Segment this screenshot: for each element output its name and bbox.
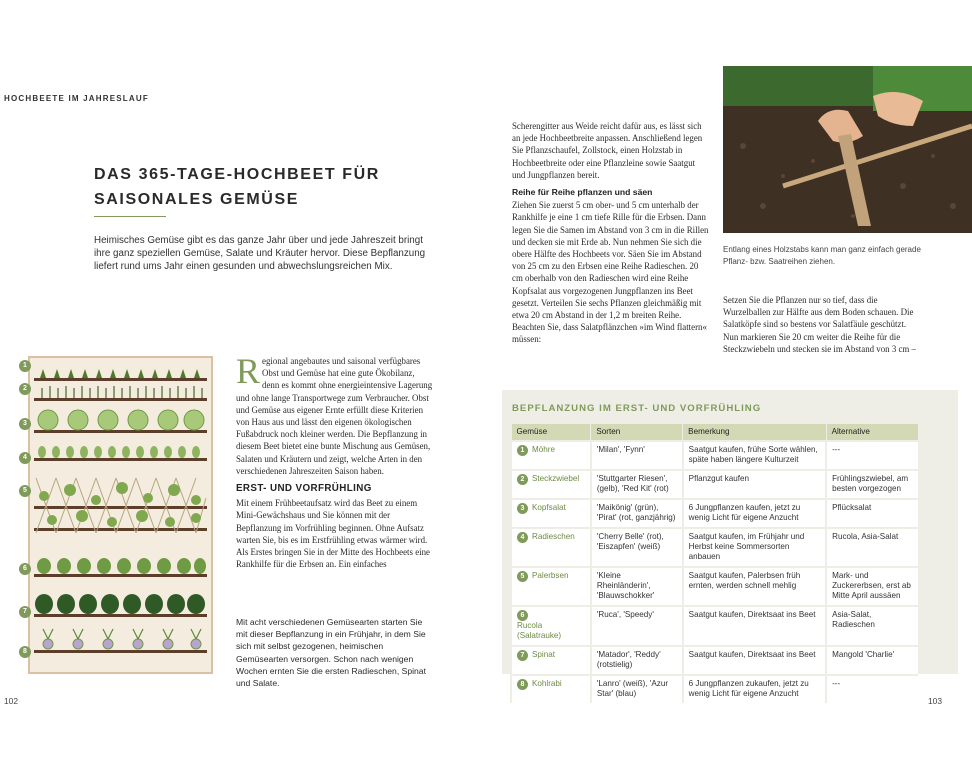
body-column-1-summary: Mit acht verschiedenen Gemüsearten starten Sie mit dieser Bepflanzung in ein Frühjahr, in dem Sie sich mit selbst gezogenen, heimischen Gemüsearten versorgen. Schon nach wenigen Wochen ernten Sie die ersten Radieschen, Spinat und Salate. bbox=[236, 617, 426, 689]
remark-cell: Saatgut kaufen, Direktsaat ins Beet bbox=[683, 606, 826, 646]
body-paragraph: Ziehen Sie zuerst 5 cm ober- und 5 cm unterhalb der Rankhilfe je eine 1 cm tiefe Rille für die Erbsen. Dann legen Sie die Samen im Abstand von 3 cm in die Rillen und decken sie mit Erde ab. Nun nehmen Sie sich die obere Hälfte des Hochbeets vor. Säen Sie im Abstand von 25 cm zu den Erbsen eine Reihe Radieschen. 20 cm oberhalb von den Radieschen wird eine Reihe Kopfsalat aus vorgezogenen Jungpflanzen ins Beet gesetzt. Verteilen Sie sechs Pflanzen gleichmäßig mit etwa 20 cm Abstand in der 1,2 m breiten Reihe. Beachten Sie, dass Salatpflänzchen »im Wind flattern« müssen: bbox=[512, 200, 709, 345]
remark-cell: Saatgut kaufen, Palerbsen früh ernten, werden schnell mehlig bbox=[683, 567, 826, 606]
running-head: HOCHBEETE IM JAHRESLAUF bbox=[4, 94, 149, 103]
bed-drawing bbox=[30, 358, 211, 672]
title-line-2: SAISONALES GEMÜSE bbox=[94, 191, 300, 208]
body-column-2 bbox=[512, 120, 710, 346]
vegetable-name: Möhre bbox=[532, 445, 555, 454]
vegetable-name: Spinat bbox=[532, 650, 555, 659]
remark-cell: Pflanzgut kaufen bbox=[683, 470, 826, 499]
bed-row-badge: 2 bbox=[19, 383, 31, 395]
raised-bed-illustration bbox=[28, 356, 213, 674]
page-number-right: 103 bbox=[928, 696, 942, 706]
vegetable-name: Radieschen bbox=[532, 532, 575, 541]
section-heading: ERST- UND VORFRÜHLING bbox=[236, 483, 372, 495]
table-header-row bbox=[511, 424, 918, 441]
row-number: 1 bbox=[517, 445, 528, 456]
photo-caption: Entlang eines Holzstabs kann man ganz einfach gerade Pflanz- bzw. Saatreihen ziehen. bbox=[723, 245, 921, 266]
column-header: Sorten bbox=[591, 424, 683, 441]
alternative-cell: Mark- und Zuckererbsen, erst ab Mitte April aussäen bbox=[826, 567, 918, 606]
table-row bbox=[511, 567, 918, 606]
bed-row-badge: 5 bbox=[19, 485, 31, 497]
row-7-spinach bbox=[34, 594, 207, 617]
alternative-cell: Mangold 'Charlie' bbox=[826, 646, 918, 675]
row-number: 6 bbox=[517, 610, 528, 621]
table-row bbox=[511, 646, 918, 675]
alternative-cell: --- bbox=[826, 675, 918, 703]
row-2-onions bbox=[34, 386, 207, 401]
body-paragraph: Scherengitter aus Weide reicht dafür aus, es lässt sich an jede Hochbeetbreite anpassen. Anschließend legen Sie Pflanzschaufel, Zollstock, einen Holzstab in Hochbeetbreite oder eine Pflanzleine sowie Saatgut und Jungpflanzen bereit. bbox=[512, 121, 703, 180]
bed-row-badge: 3 bbox=[19, 418, 31, 430]
row-number: 2 bbox=[517, 474, 528, 485]
row-4-radishes bbox=[34, 446, 207, 461]
section-subheading: Reihe für Reihe pflanzen und säen bbox=[512, 187, 653, 198]
bed-row-badge: 6 bbox=[19, 563, 31, 575]
row-number: 4 bbox=[517, 532, 528, 543]
title-line-1: DAS 365-TAGE-HOCHBEET FÜR bbox=[94, 166, 380, 183]
alternative-cell: Pflücksalat bbox=[826, 499, 918, 528]
table-row bbox=[511, 470, 918, 499]
row-number: 8 bbox=[517, 679, 528, 690]
varieties-cell: 'Maikönig' (grün), 'Pirat' (rot, ganzjährig) bbox=[591, 499, 683, 528]
row-8-kohlrabi bbox=[34, 629, 207, 653]
intro-text: Heimisches Gemüse gibt es das ganze Jahr über und jede Jahreszeit bringt ihre ganz speziellen Gemüse, Salate und Kräuter hervor. Diese Bepflanzung liefert rund ums Jahr einen gesunden und abwechslungsreichen Mix. bbox=[94, 235, 426, 272]
table-row bbox=[511, 441, 918, 470]
body-paragraph: egional angebautes und saisonal verfügbares Obst und Gemüse hat eine gute Ökobilanz, denn es kommt ohne energieintensive Lagerung und ohne lange Transportwege zum Verbraucher. Obst und Gemüse aus eigener Ernte erfüllt diese Kriterien von Haus aus und lässt den eigenen ökologischen Fußabdruck noch kleiner werden. Die Bepflanzung in diesem Beet bietet eine bunte Mischung aus Gemüsen, Salaten und Kräutern und zeigt, welche Arten in den verschiedenen Jahreszeiten Saison haben. bbox=[236, 356, 433, 476]
table-row bbox=[511, 528, 918, 567]
table-title: BEPFLANZUNG IM ERST- UND VORFRÜHLING bbox=[512, 403, 762, 414]
varieties-cell: 'Stuttgarter Riesen', (gelb), 'Red Kit' (rot) bbox=[591, 470, 683, 499]
alternative-cell: --- bbox=[826, 441, 918, 470]
varieties-cell: 'Kleine Rheinländerin', 'Blauwschokker' bbox=[591, 567, 683, 606]
remark-cell: Saatgut kaufen, Direktsaat ins Beet bbox=[683, 646, 826, 675]
bed-row-badge: 7 bbox=[19, 606, 31, 618]
vegetable-name: Steckzwiebel bbox=[532, 474, 580, 483]
bed-row-badge: 1 bbox=[19, 360, 31, 372]
varieties-cell: 'Ruca', 'Speedy' bbox=[591, 606, 683, 646]
row-1-carrots bbox=[34, 369, 207, 381]
vegetable-name: Kohlrabi bbox=[532, 679, 562, 688]
vegetable-name: Kopfsalat bbox=[532, 503, 566, 512]
table-row bbox=[511, 675, 918, 703]
photo-drawing bbox=[723, 66, 972, 233]
vegetable-name: Rucola (Salatrauke) bbox=[517, 621, 562, 640]
row-number: 7 bbox=[517, 650, 528, 661]
bed-row-badge: 8 bbox=[19, 646, 31, 658]
planting-photo bbox=[723, 66, 972, 233]
row-5-peas-trellis bbox=[34, 478, 207, 533]
varieties-cell: 'Lanro' (weiß), 'Azur Star' (blau) bbox=[591, 675, 683, 703]
row-3-lettuce bbox=[34, 410, 207, 433]
column-header: Alternative bbox=[826, 424, 918, 441]
varieties-cell: 'Matador', 'Reddy' (rotstielig) bbox=[591, 646, 683, 675]
column-header: Bemerkung bbox=[683, 424, 826, 441]
planting-table bbox=[510, 424, 918, 703]
remark-cell: Saatgut kaufen, im Frühjahr und Herbst keine Sommersorten anbauen bbox=[683, 528, 826, 567]
varieties-cell: 'Milan', 'Fynn' bbox=[591, 441, 683, 470]
row-6-rucola bbox=[34, 558, 207, 577]
alternative-cell: Frühlingszwiebel, am besten vorgezogen bbox=[826, 470, 918, 499]
body-column-1 bbox=[236, 351, 434, 570]
remark-cell: 6 Jungpflanzen zukaufen, jetzt zu wenig Licht für eigene Anzucht bbox=[683, 675, 826, 703]
drop-cap: R bbox=[236, 351, 261, 391]
body-column-3: Setzen Sie die Pflanzen nur so tief, dass die Wurzelballen zur Hälfte aus dem Boden schauen. Die Salatköpfe sind so bestens vor Salatfäule geschützt. Nun markieren Sie 20 cm weiter die Reihe für die Steckzwiebeln und stecken sie im Abstand von 3 cm – bbox=[723, 295, 916, 354]
vegetable-name: Palerbsen bbox=[532, 571, 569, 580]
remark-cell: 6 Jungpflanzen kaufen, jetzt zu wenig Licht für eigene Anzucht bbox=[683, 499, 826, 528]
alternative-cell: Rucola, Asia-Salat bbox=[826, 528, 918, 567]
row-number: 3 bbox=[517, 503, 528, 514]
table-row bbox=[511, 499, 918, 528]
bed-row-badge: 4 bbox=[19, 452, 31, 464]
remark-cell: Saatgut kaufen, frühe Sorte wählen, späte haben längere Kulturzeit bbox=[683, 441, 826, 470]
alternative-cell: Asia-Salat, Radieschen bbox=[826, 606, 918, 646]
page-title bbox=[94, 162, 434, 212]
row-number: 5 bbox=[517, 571, 528, 582]
body-paragraph: Mit einem Frühbeetaufsatz wird das Beet zu einem Mini-Gewächshaus und Sie können mit der Bepflanzung im Vorfrühling beginnen. Ohne Aufsatz warten Sie, bis es im Erstfrühling etwas wärmer wird. Als Erstes bringen Sie in der Mitte des Hochbeets eine Rankhilfe für die Erbsen an. Ein einfaches bbox=[236, 498, 430, 570]
title-rule bbox=[94, 216, 166, 217]
table-row bbox=[511, 606, 918, 646]
page-number-left: 102 bbox=[4, 696, 18, 706]
column-header: Gemüse bbox=[511, 424, 591, 441]
varieties-cell: 'Cherry Belle' (rot), 'Eiszapfen' (weiß) bbox=[591, 528, 683, 567]
